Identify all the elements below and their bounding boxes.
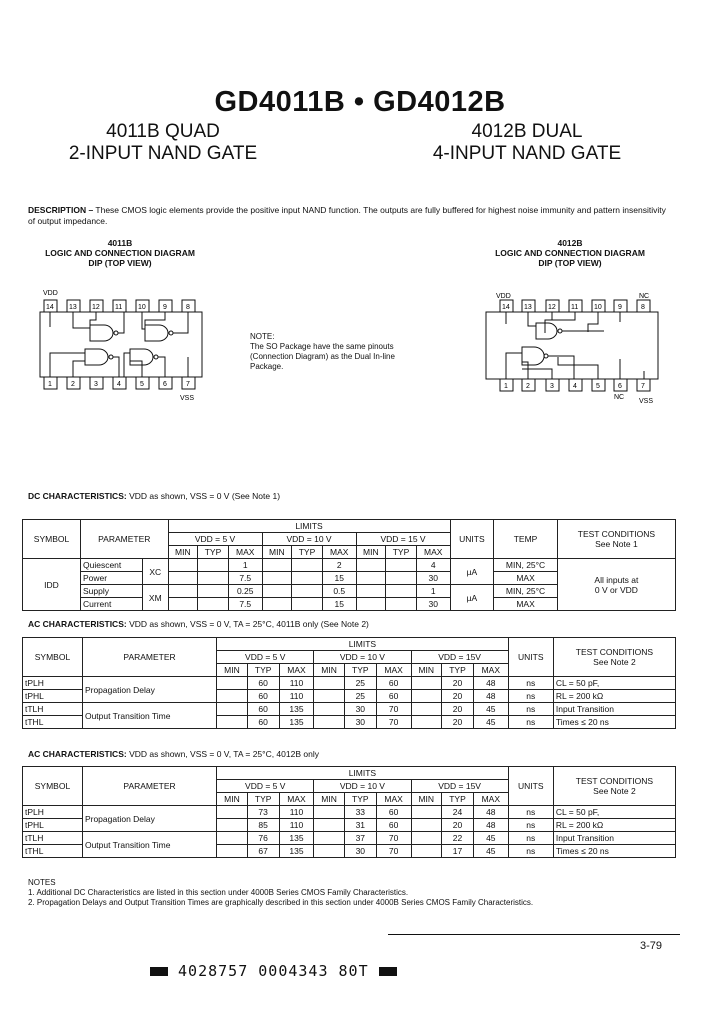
- barcode-block-right: [379, 967, 397, 976]
- col-test-l2: See Note 1: [595, 539, 638, 549]
- temp: MAX: [494, 572, 558, 585]
- package-note: [250, 332, 425, 372]
- symbol-idd: IDD: [23, 559, 81, 611]
- bottom-pins: [500, 379, 650, 391]
- max: MAX: [416, 546, 450, 559]
- param-quiescent: Quiescent: [81, 559, 143, 572]
- min: MIN: [411, 793, 442, 806]
- test-line1: All inputs at: [594, 574, 639, 585]
- description-label: DESCRIPTION –: [28, 205, 94, 215]
- cell: 60: [247, 690, 279, 703]
- pin-2: 2: [526, 383, 530, 390]
- min: MIN: [411, 664, 442, 677]
- diagram-4011b-caption-3: DIP (TOP VIEW): [88, 258, 152, 268]
- barcode-block-left: [150, 967, 168, 976]
- typ: TYP: [247, 664, 279, 677]
- cell: 85: [247, 819, 279, 832]
- nc-label-top: NC: [639, 293, 650, 300]
- col-symbol: SYMBOL: [23, 638, 83, 677]
- unit: ns: [508, 703, 553, 716]
- test: CL = 50 pF,: [553, 677, 675, 690]
- pin-11: 11: [115, 304, 123, 311]
- pin-9: 9: [618, 304, 622, 311]
- description-text: These CMOS logic elements provide the positive input NAND function. The outputs are fully buffered for highest noise immunity and pattern insensitivity of output impedance.: [28, 205, 666, 226]
- test: CL = 50 pF,: [553, 806, 675, 819]
- cell: 30: [344, 716, 376, 729]
- cell: 45: [473, 845, 508, 858]
- cell: 25: [344, 690, 376, 703]
- test: Input Transition: [553, 832, 675, 845]
- ac2-heading-label: AC CHARACTERISTICS:: [28, 749, 127, 759]
- cell: 60: [247, 677, 279, 690]
- ac2-heading: [28, 749, 319, 759]
- cell: 30: [344, 703, 376, 716]
- min: MIN: [314, 664, 345, 677]
- min: MIN: [168, 546, 198, 559]
- cell: 15: [322, 598, 356, 611]
- vdd-5v: VDD = 5 V: [217, 780, 314, 793]
- unit: ns: [508, 819, 553, 832]
- cell: 73: [247, 806, 279, 819]
- unit: µA: [450, 559, 494, 585]
- dc-characteristics-table: [22, 519, 676, 611]
- bottom-pins: [44, 377, 195, 389]
- cell: 110: [279, 690, 314, 703]
- cell: 48: [473, 677, 508, 690]
- note-2: 2. Propagation Delays and Output Transition Times are graphically described in this section under 4000B Series CMOS Family Characteristics.: [28, 898, 534, 907]
- max: MAX: [473, 793, 508, 806]
- col-test-l1: TEST CONDITIONS: [577, 529, 656, 539]
- cell: 7.5: [228, 572, 262, 585]
- min: MIN: [314, 793, 345, 806]
- vss-label: VSS: [639, 398, 654, 405]
- cell: 70: [376, 845, 411, 858]
- symbol: tPHL: [23, 690, 83, 703]
- cell: 45: [473, 703, 508, 716]
- max: MAX: [376, 664, 411, 677]
- pin-8: 8: [641, 304, 645, 311]
- diagram-4012b: [484, 285, 669, 407]
- max: MAX: [376, 793, 411, 806]
- cell: 135: [279, 716, 314, 729]
- document-title: GD4011B • GD4012B: [214, 86, 506, 118]
- cell: 20: [442, 690, 474, 703]
- cell: 45: [473, 716, 508, 729]
- cell: 110: [279, 819, 314, 832]
- nc-label-bottom: NC: [614, 394, 625, 401]
- vdd-label: VDD: [496, 293, 511, 300]
- symbol: tTHL: [23, 845, 83, 858]
- max: MAX: [473, 664, 508, 677]
- pin-12: 12: [92, 304, 100, 311]
- vdd-10v: VDD = 10 V: [314, 651, 411, 664]
- pin-2: 2: [71, 381, 75, 388]
- cell: 20: [442, 677, 474, 690]
- vdd-label: VDD: [43, 290, 58, 297]
- col-test-l2: See Note 2: [593, 786, 636, 796]
- package-note-label: NOTE:: [250, 332, 275, 341]
- diagram-4011b-caption-1: 4011B: [107, 238, 133, 248]
- cell: 0.25: [228, 585, 262, 598]
- pin-1: 1: [48, 381, 52, 388]
- cell: 70: [376, 703, 411, 716]
- pin-13: 13: [524, 304, 532, 311]
- temp: MIN, 25°C: [494, 559, 558, 572]
- col-limits: LIMITS: [217, 638, 509, 651]
- col-temp: TEMP: [494, 520, 558, 559]
- typ: TYP: [386, 546, 417, 559]
- pin-5: 5: [596, 383, 600, 390]
- symbol: tPLH: [23, 677, 83, 690]
- cell: 20: [442, 703, 474, 716]
- test: Times ≤ 20 ns: [553, 716, 675, 729]
- subtitle-4011b: [48, 121, 278, 165]
- barcode-text: 4028757 0004343 80T: [178, 962, 369, 980]
- symbol: tTLH: [23, 832, 83, 845]
- col-symbol: SYMBOL: [23, 520, 81, 559]
- pin-14: 14: [46, 304, 54, 311]
- symbol: tPLH: [23, 806, 83, 819]
- cell: 110: [279, 806, 314, 819]
- barcode-line: [150, 962, 397, 980]
- diagram-4011b: [30, 285, 210, 405]
- max: MAX: [279, 664, 314, 677]
- pin-10: 10: [594, 304, 602, 311]
- col-units: UNITS: [450, 520, 494, 559]
- cell: 110: [279, 677, 314, 690]
- table-row: [23, 559, 676, 572]
- notes-label: NOTES: [28, 878, 56, 887]
- col-test: [553, 638, 675, 677]
- vdd-10v: VDD = 10 V: [262, 533, 356, 546]
- xm-label: XM: [143, 585, 168, 611]
- dc-heading-conditions: VDD as shown, VSS = 0 V (See Note 1): [129, 491, 281, 501]
- dip-body: [486, 312, 658, 379]
- ac1-heading: [28, 619, 369, 629]
- pin-8: 8: [186, 304, 190, 311]
- unit: ns: [508, 832, 553, 845]
- max: MAX: [322, 546, 356, 559]
- cell: 2: [322, 559, 356, 572]
- diagram-4011b-caption-2: LOGIC AND CONNECTION DIAGRAM: [45, 248, 195, 258]
- col-symbol: SYMBOL: [23, 767, 83, 806]
- table-row: [23, 703, 676, 716]
- vdd-15v: VDD = 15V: [411, 780, 508, 793]
- diagram-4012b-caption-1: 4012B: [557, 238, 583, 248]
- test: Input Transition: [553, 703, 675, 716]
- pin-4: 4: [573, 383, 577, 390]
- description: [28, 205, 668, 227]
- vss-label: VSS: [180, 395, 195, 402]
- col-units: UNITS: [508, 638, 553, 677]
- col-limits: LIMITS: [168, 520, 450, 533]
- pin-10: 10: [138, 304, 146, 311]
- pin-1: 1: [504, 383, 508, 390]
- col-parameter: PARAMETER: [82, 767, 216, 806]
- cell: 70: [376, 832, 411, 845]
- max: MAX: [279, 793, 314, 806]
- typ: TYP: [344, 664, 376, 677]
- table-row: [23, 638, 676, 651]
- table-row: [23, 832, 676, 845]
- param-current: Current: [81, 598, 143, 611]
- min: MIN: [356, 546, 386, 559]
- min: MIN: [217, 793, 248, 806]
- diagram-4011b-caption: [20, 238, 220, 268]
- ac2-heading-conditions: VDD as shown, VSS = 0 V, TA = 25°C, 4012B only: [129, 749, 319, 759]
- pin-6: 6: [163, 381, 167, 388]
- param-prop-delay: Propagation Delay: [82, 806, 216, 832]
- typ: TYP: [344, 793, 376, 806]
- temp: MAX: [494, 598, 558, 611]
- param-transition: Output Transition Time: [82, 832, 216, 858]
- test: Times ≤ 20 ns: [553, 845, 675, 858]
- cell: 45: [473, 832, 508, 845]
- unit: ns: [508, 716, 553, 729]
- cell: 60: [376, 806, 411, 819]
- package-note-text: The SO Package have the same pinouts (Connection Diagram) as the Dual In-line Package.: [250, 342, 395, 371]
- dip-body: [40, 312, 202, 377]
- min: MIN: [262, 546, 292, 559]
- ac-characteristics-4011b-table: [22, 637, 676, 729]
- typ: TYP: [442, 664, 474, 677]
- col-parameter: PARAMETER: [81, 520, 169, 559]
- cell: 1: [228, 559, 262, 572]
- symbol: tTHL: [23, 716, 83, 729]
- diagram-4012b-caption: [470, 238, 670, 268]
- test: RL = 200 kΩ: [553, 690, 675, 703]
- ac-characteristics-4012b-table: [22, 766, 676, 858]
- cell: 30: [416, 598, 450, 611]
- cell: 60: [376, 819, 411, 832]
- dc-heading: [28, 491, 280, 501]
- pin-13: 13: [69, 304, 77, 311]
- unit: ns: [508, 806, 553, 819]
- cell: 67: [247, 845, 279, 858]
- pin-14: 14: [502, 304, 510, 311]
- param-supply: Supply: [81, 585, 143, 598]
- top-pins: [500, 300, 650, 312]
- pin-3: 3: [94, 381, 98, 388]
- cell: 31: [344, 819, 376, 832]
- table-row: [23, 767, 676, 780]
- min: MIN: [217, 664, 248, 677]
- ac1-heading-label: AC CHARACTERISTICS:: [28, 619, 127, 629]
- cell: 48: [473, 806, 508, 819]
- cell: 4: [416, 559, 450, 572]
- test: RL = 200 kΩ: [553, 819, 675, 832]
- cell: 1: [416, 585, 450, 598]
- cell: 135: [279, 832, 314, 845]
- cell: 22: [442, 832, 474, 845]
- col-test: [557, 520, 675, 559]
- table-row: [23, 677, 676, 690]
- cell: 60: [247, 703, 279, 716]
- pin-7: 7: [186, 381, 190, 388]
- cell: 60: [376, 677, 411, 690]
- temp: MIN, 25°C: [494, 585, 558, 598]
- cell: 48: [473, 690, 508, 703]
- table-row: [23, 520, 676, 533]
- col-test-l1: TEST CONDITIONS: [575, 647, 654, 657]
- col-limits: LIMITS: [217, 767, 509, 780]
- subtitle-4011b-line2: 2-INPUT NAND GATE: [68, 143, 258, 164]
- param-power: Power: [81, 572, 143, 585]
- typ: TYP: [292, 546, 323, 559]
- unit: ns: [508, 677, 553, 690]
- pin-5: 5: [140, 381, 144, 388]
- notes: [28, 878, 678, 908]
- col-test-l2: See Note 2: [593, 657, 636, 667]
- dc-heading-label: DC CHARACTERISTICS:: [28, 491, 127, 501]
- pin-12: 12: [548, 304, 556, 311]
- test-line2: 0 V or VDD: [594, 584, 638, 595]
- cell: 33: [344, 806, 376, 819]
- subtitle-4011b-line1: 4011B QUAD: [106, 121, 220, 142]
- page-number: 3-79: [640, 940, 663, 952]
- cell: 0.5: [322, 585, 356, 598]
- vdd-10v: VDD = 10 V: [314, 780, 411, 793]
- pin-3: 3: [550, 383, 554, 390]
- cell: 70: [376, 716, 411, 729]
- col-units: UNITS: [508, 767, 553, 806]
- col-parameter: PARAMETER: [82, 638, 216, 677]
- cell: 76: [247, 832, 279, 845]
- cell: 24: [442, 806, 474, 819]
- cell: 20: [442, 819, 474, 832]
- footer-rule: [388, 934, 680, 935]
- diagram-4012b-caption-3: DIP (TOP VIEW): [538, 258, 602, 268]
- cell: 17: [442, 845, 474, 858]
- unit: ns: [508, 845, 553, 858]
- param-transition: Output Transition Time: [82, 703, 216, 729]
- note-1: 1. Additional DC Characteristics are listed in this section under 4000B Series CMOS Family Characteristics.: [28, 888, 409, 897]
- cell: 135: [279, 703, 314, 716]
- dc-test-conditions: [557, 559, 675, 611]
- symbol: tPHL: [23, 819, 83, 832]
- vdd-15v: VDD = 15V: [411, 651, 508, 664]
- pin-7: 7: [641, 383, 645, 390]
- cell: 60: [247, 716, 279, 729]
- typ: TYP: [198, 546, 229, 559]
- cell: 30: [344, 845, 376, 858]
- cell: 60: [376, 690, 411, 703]
- subtitle-4012b-line1: 4012B DUAL: [471, 121, 583, 142]
- xc-label: XC: [143, 559, 168, 585]
- typ: TYP: [247, 793, 279, 806]
- ac1-heading-conditions: VDD as shown, VSS = 0 V, TA = 25°C, 4011B only (See Note 2): [129, 619, 369, 629]
- vdd-15v: VDD = 15 V: [356, 533, 450, 546]
- cell: 48: [473, 819, 508, 832]
- diagram-4012b-caption-2: LOGIC AND CONNECTION DIAGRAM: [495, 248, 645, 258]
- typ: TYP: [442, 793, 474, 806]
- cell: 20: [442, 716, 474, 729]
- col-test: [553, 767, 675, 806]
- subtitle-4012b: [404, 121, 650, 165]
- top-pins: [44, 300, 195, 312]
- cell: 135: [279, 845, 314, 858]
- vdd-5v: VDD = 5 V: [168, 533, 262, 546]
- param-prop-delay: Propagation Delay: [82, 677, 216, 703]
- cell: 25: [344, 677, 376, 690]
- pin-9: 9: [163, 304, 167, 311]
- vdd-5v: VDD = 5 V: [217, 651, 314, 664]
- col-test-l1: TEST CONDITIONS: [575, 776, 654, 786]
- max: MAX: [228, 546, 262, 559]
- table-row: [23, 806, 676, 819]
- unit: µA: [450, 585, 494, 611]
- pin-6: 6: [618, 383, 622, 390]
- symbol: tTLH: [23, 703, 83, 716]
- unit: ns: [508, 690, 553, 703]
- cell: 7.5: [228, 598, 262, 611]
- subtitle-4012b-line2: 4-INPUT NAND GATE: [432, 143, 622, 164]
- cell: 15: [322, 572, 356, 585]
- pin-4: 4: [117, 381, 121, 388]
- nand-gates: [506, 312, 644, 379]
- cell: 37: [344, 832, 376, 845]
- pin-11: 11: [571, 304, 579, 311]
- cell: 30: [416, 572, 450, 585]
- nand-gates: [50, 312, 188, 377]
